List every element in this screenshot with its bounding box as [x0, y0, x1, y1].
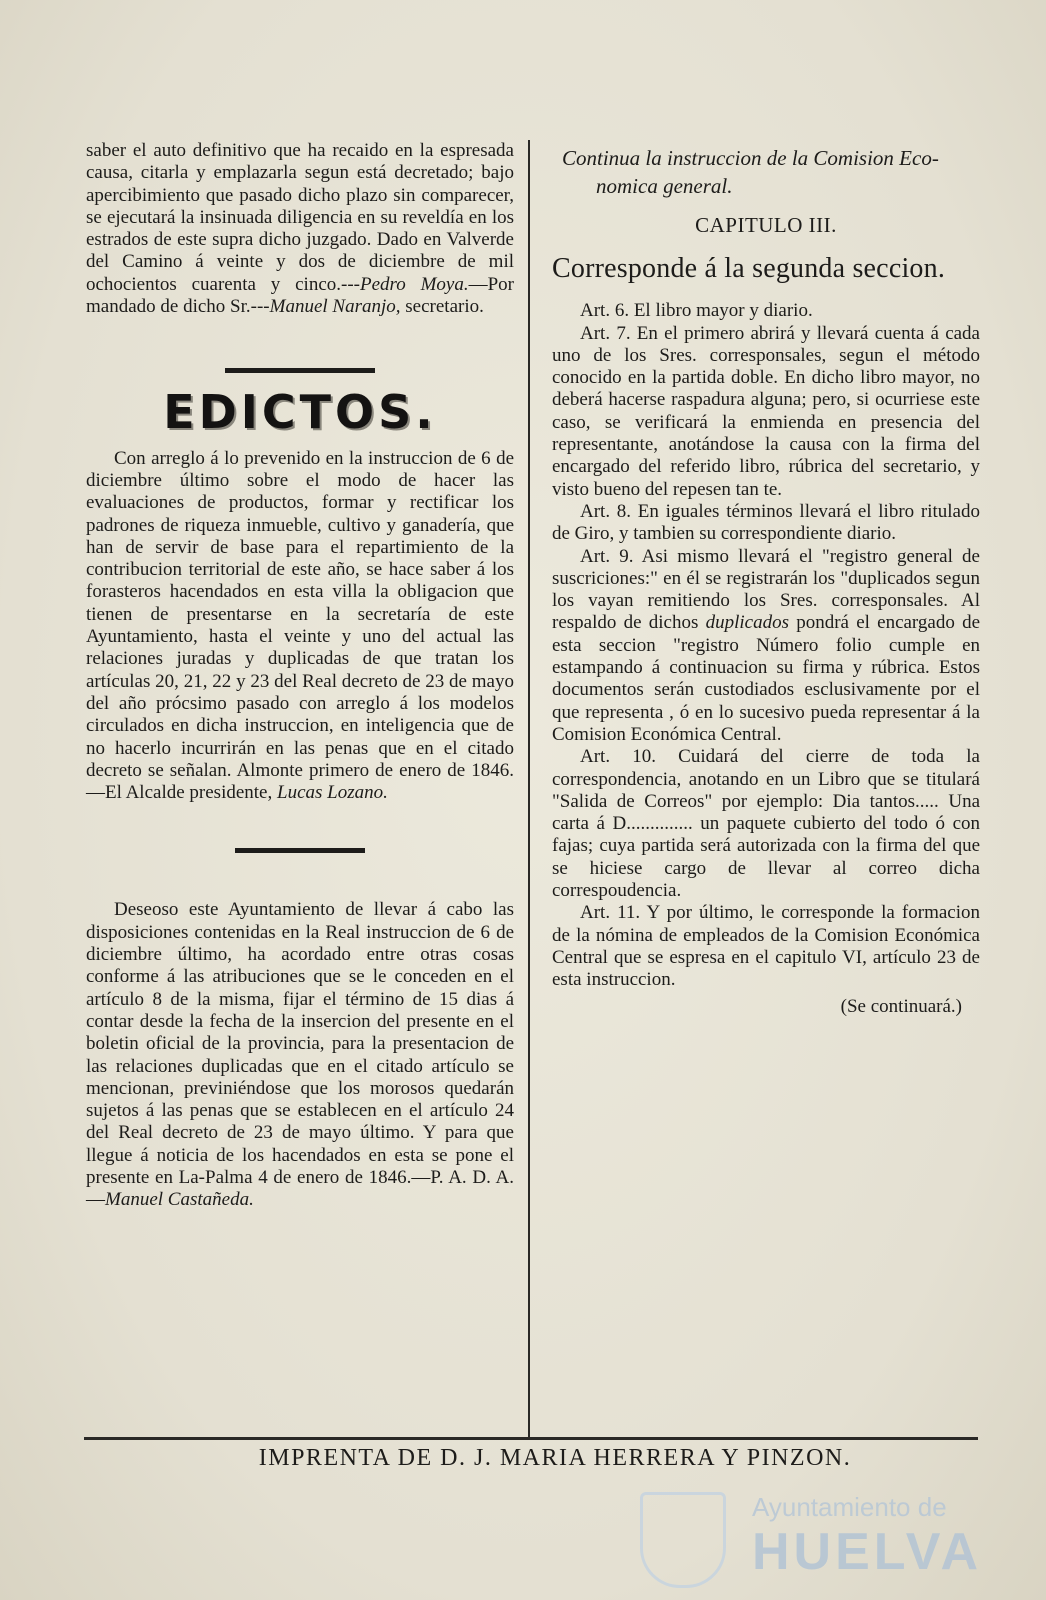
- section-divider-2: [235, 848, 365, 853]
- signature-lucas-lozano: Lucas Lozano.: [277, 782, 388, 804]
- edictos-heading: EDICTOS.: [163, 385, 437, 440]
- watermark-line1: Ayuntamiento de: [752, 1492, 947, 1522]
- left-column: [86, 140, 514, 1212]
- archive-watermark: [640, 1492, 1000, 1582]
- article-6: Art. 6. El libro mayor y diario.: [580, 300, 813, 322]
- signature-manuel-naranjo: Manuel Naranjo,: [269, 296, 401, 318]
- edicto-almonte: Con arreglo á lo prevenido en la instruccion de 6 de diciembre último sobre el modo de hacer las evaluaciones de productos, formar y rectificar los padrones de riqueza inmueble, cultivo y ganadería, que han de servir de base para el repartimiento de la contribucion territorial de este año, se hace saber á los forasteros hacendados en esta villa la obligacion que tienen de presentarse en la secretaría de este Ayuntamiento, hasta el veinte y uno del actual las relaciones juradas y duplicadas de que tratan los artículas 20, 21, 22 y 23 del Real decreto de 23 de mayo del año prócsimo pasado con arreglo á los modelos circulados en dicha instruccion, en inteligencia que de no hacerlo incurrirán en las penas que en el citado decreto se señalan. Almonte primero de enero de 1846.—El Alcalde presidente, Lucas Lozano.: [86, 447, 514, 804]
- bottom-rule: [84, 1437, 978, 1440]
- right-column: [552, 144, 980, 1018]
- signature-pedro-moya: Pedro Moya.: [360, 273, 469, 295]
- column-divider: [528, 140, 530, 1438]
- article-9: Art. 9. Asi mismo llevará el "registro general de suscriciones:" en él se registrarán los "duplicados segun los vayan remitiendo los Sres. corresponsales. Al respaldo de dichos duplicados pondrá el encargado de esta seccion "registro Número folio cumple en estampando á continuacion su firma y rúbrica. Estos documentos serán custodiados esclusivamente por el que representa , ó en lo sucesivo pueda representar á la Comision Económica Central.: [552, 545, 981, 745]
- article-7: Art. 7. En el primero abrirá y llevará cuenta á cada uno de los Sres. corresponsales, segun el método conocido en la partida doble. En dicho libro mayor, no deberá hacerse raspadura alguna; pero, si ocurriese este caso, se verificará la enmienda en presencia del representante, anotándose la causa con la firma del encargado del referido libro, rúbrica del secretario, y visto bueno del repesen tan te.: [552, 322, 980, 500]
- printer-imprint: IMPRENTA DE D. J. MARIA HERRERA Y PINZON.: [258, 1445, 852, 1471]
- section-divider: [225, 368, 375, 373]
- capitulo-heading: CAPITULO III.: [695, 213, 837, 237]
- intro-paragraph: saber el auto definitivo que ha recaido en la espresada causa, citarla y emplazarla segun está decretado; bajo apercibimiento que pasado dicho plazo sin comparecer, se ejecutará la insinuada diligencia en su reveldía en los estrados de este supra dicho juzgado. Dado en Valverde del Camino á veinte y dos de diciembre de mil ochocientos cuarenta y cinco.---Pedro Moya.—Por mandado de dicho Sr.---Manuel Naranjo, secretario.: [86, 140, 514, 318]
- signature-manuel-castaneda: Manuel Castañeda.: [105, 1189, 254, 1211]
- seccion-heading: Corresponde á la segunda seccion.: [552, 253, 946, 285]
- continuara-note: (Se continuará.): [840, 995, 962, 1017]
- article-8: Art. 8. En iguales términos llevará el libro ritulado de Giro, y tambien su correspondiente diario.: [552, 500, 980, 545]
- coat-of-arms-icon: [640, 1492, 726, 1588]
- article-11: Art. 11. Y por último, le corresponde la formacion de la nómina de empleados de la Comision Económica Central que se espresa en el capitulo VI, artículo 23 de esta instruccion.: [552, 902, 980, 991]
- continua-heading: Continua la instruccion de la Comision Eco- nomica general.: [562, 146, 939, 198]
- watermark-line2: HUELVA: [752, 1523, 983, 1581]
- edicto-la-palma: Deseoso este Ayuntamiento de llevar á cabo las disposiciones contenidas en la Real instruccion de 6 de diciembre último, ha acordado entre otras cosas conforme á las atribuciones que se le conceden en el artículo 8 de la misma, fijar el término de 15 dias á contar desde la fecha de la insercion del presente en el boletin oficial de la provincia, para la presentacion de las relaciones duplicadas que en el citado artículo se mencionan, previniéndose que los morosos quedarán sujetos á las penas que se establecen en el artículo 24 del Real decreto de 23 de mayo último. Y para que llegue á noticia de los hacendados en esta se pone el presente en La-Palma 4 de enero de 1846.—P. A. D. A.—Manuel Castañeda.: [86, 899, 514, 1211]
- article-10: Art. 10. Cuidará del cierre de toda la correspondencia, anotando en un Libro que se titulará "Salida de Correos" por ejemplo: Dia tantos..... Una carta á D.............. un paquete cubierto del todo ó con fajas; cuya partida será autorizada con la firma del que se hiciese cargo de llevar al correo dicha correspoudencia.: [552, 746, 980, 902]
